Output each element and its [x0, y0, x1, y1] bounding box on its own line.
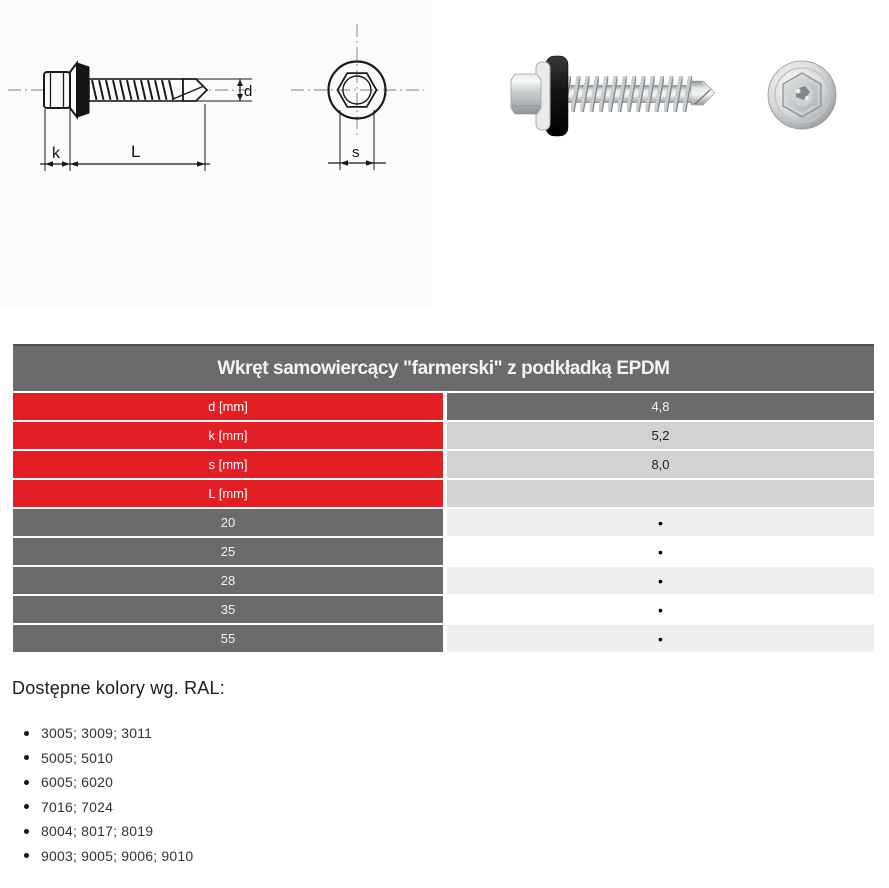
flange-outline [70, 63, 77, 117]
dimension-kL [40, 104, 210, 171]
spec-value-s: 8,0 [447, 451, 874, 478]
table-title: Wkręt samowiercący "farmerski" z podkładką EPDM [13, 344, 874, 391]
ral-list-item [24, 795, 193, 820]
spec-row-s [13, 451, 874, 478]
bullet-icon [24, 731, 29, 736]
ral-item-text: 5005; 5010 [41, 749, 114, 766]
hex-head-photo [511, 74, 541, 114]
dim-label-L: L [131, 142, 141, 161]
epdm-washer-profile [77, 63, 89, 117]
spec-label-L: L [mm] [13, 480, 443, 507]
spec-label-k: k [mm] [13, 422, 443, 449]
length-label-28: 28 [13, 567, 443, 594]
ral-item-text: 6005; 6020 [41, 774, 114, 791]
dim-label-d: d [244, 83, 253, 100]
spec-table [13, 344, 874, 654]
length-availability-28 [447, 567, 874, 594]
ral-colors-list [24, 721, 193, 868]
spec-value-L [447, 480, 874, 507]
spec-value-d: 4,8 [447, 393, 874, 420]
availability-bullet: • [658, 543, 663, 560]
length-availability-55 [447, 625, 874, 652]
availability-bullet: • [658, 601, 663, 618]
length-row-55 [13, 625, 874, 652]
dim-label-k: k [52, 145, 60, 162]
product-photo-side [505, 48, 720, 140]
length-row-20 [13, 509, 874, 536]
spec-value-k: 5,2 [447, 422, 874, 449]
bullet-icon [24, 829, 29, 834]
ral-list-item [24, 819, 193, 844]
length-label-35: 35 [13, 596, 443, 623]
length-label-55: 55 [13, 625, 443, 652]
length-availability-35 [447, 596, 874, 623]
bullet-icon [24, 755, 29, 760]
side-view-drawing [8, 63, 256, 171]
hex-head-outline [44, 72, 70, 108]
bullet-icon [24, 853, 29, 858]
length-availability-25 [447, 538, 874, 565]
ral-item-text: 9003; 9005; 9006; 9010 [41, 847, 194, 864]
availability-bullet: • [658, 514, 663, 531]
length-label-20: 20 [13, 509, 443, 536]
colors-heading: Dostępne kolory wg. RAL: [12, 678, 225, 698]
availability-bullet: • [658, 630, 663, 647]
screw-drill-tip [691, 81, 715, 105]
ral-item-text: 8004; 8017; 8019 [41, 823, 154, 840]
length-label-25: 25 [13, 538, 443, 565]
ral-list-item [24, 721, 193, 746]
ral-list-item [24, 844, 193, 869]
ral-item-text: 3005; 3009; 3011 [41, 725, 153, 742]
spec-label-s: s [mm] [13, 451, 443, 478]
availability-bullet: • [658, 572, 663, 589]
length-availability-20 [447, 509, 874, 536]
spec-row-L [13, 480, 874, 507]
technical-drawing-svg [0, 0, 433, 310]
product-photo-top [763, 56, 841, 134]
spec-label-d: d [mm] [13, 393, 443, 420]
ral-item-text: 7016; 7024 [41, 798, 114, 815]
bullet-icon [24, 804, 29, 809]
ral-list-item [24, 770, 193, 795]
spec-row-k [13, 422, 874, 449]
technical-drawing-panel [0, 0, 433, 310]
spec-row-d [13, 393, 874, 420]
length-row-25 [13, 538, 874, 565]
screw-threads [568, 76, 692, 112]
bullet-icon [24, 780, 29, 785]
ral-list-item [24, 746, 193, 771]
length-row-28 [13, 567, 874, 594]
top-view-drawing [291, 24, 424, 170]
length-row-35 [13, 596, 874, 623]
dim-label-s: s [352, 144, 360, 161]
